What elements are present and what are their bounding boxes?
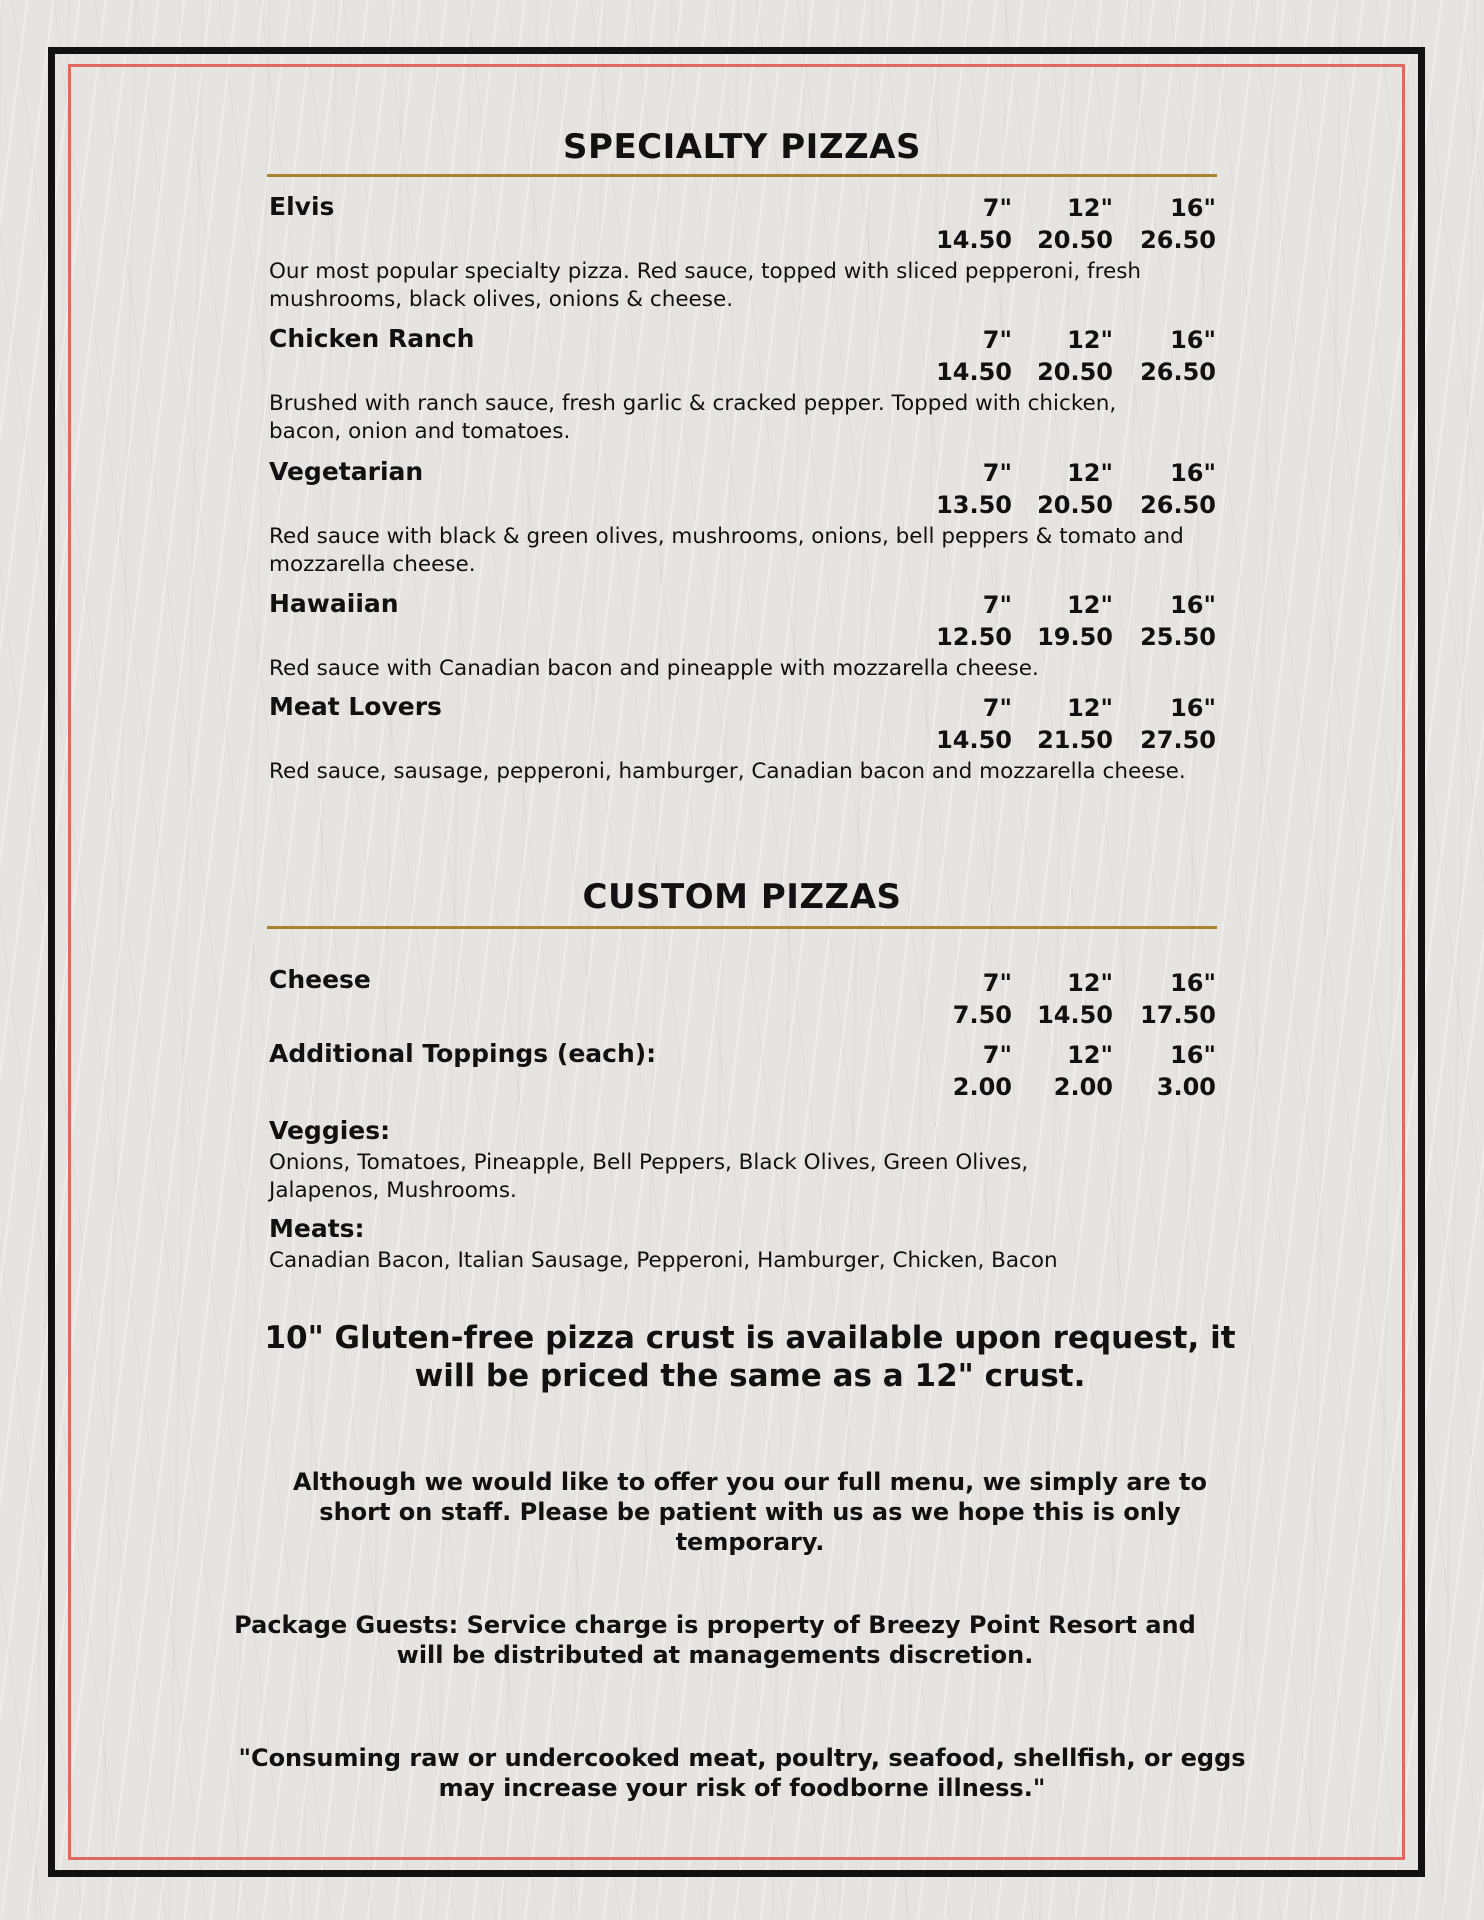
size-7: 7" bbox=[982, 459, 1012, 487]
price-12: 21.50 bbox=[1037, 726, 1113, 754]
size-16: 16" bbox=[1170, 459, 1216, 487]
custom-pizzas-heading: CUSTOM PIZZAS bbox=[582, 877, 902, 917]
item-name: Vegetarian bbox=[269, 457, 424, 486]
veggies-list: Onions, Tomatoes, Pineapple, Bell Peppers, Black Olives, Green Olives, Jalapenos, Mushrooms. bbox=[269, 1150, 1029, 1203]
price-16: 26.50 bbox=[1140, 226, 1216, 254]
size-12: 12" bbox=[1067, 1041, 1113, 1069]
size-16: 16" bbox=[1170, 591, 1216, 619]
price-7: 2.00 bbox=[952, 1073, 1012, 1101]
price-row bbox=[900, 1001, 1216, 1029]
item-name: Meat Lovers bbox=[269, 692, 442, 721]
size-16: 16" bbox=[1170, 194, 1216, 222]
package-guests-notice: Package Guests: Service charge is property of Breezy Point Resort and will be distributed at managements discretion. bbox=[234, 1611, 1196, 1669]
size-row bbox=[900, 969, 1216, 997]
price-row bbox=[900, 491, 1216, 519]
price-12: 2.00 bbox=[1053, 1073, 1113, 1101]
size-12: 12" bbox=[1067, 326, 1113, 354]
price-12: 20.50 bbox=[1037, 358, 1113, 386]
size-16: 16" bbox=[1170, 1041, 1216, 1069]
size-row bbox=[900, 194, 1216, 222]
price-row bbox=[900, 623, 1216, 651]
price-row bbox=[900, 726, 1216, 754]
price-7: 14.50 bbox=[936, 226, 1012, 254]
price-16: 27.50 bbox=[1140, 726, 1216, 754]
size-row bbox=[900, 694, 1216, 722]
size-7: 7" bbox=[982, 326, 1012, 354]
price-16: 26.50 bbox=[1140, 358, 1216, 386]
size-7: 7" bbox=[982, 694, 1012, 722]
size-16: 16" bbox=[1170, 326, 1216, 354]
item-description: Brushed with ranch sauce, fresh garlic & cracked pepper. Topped with chicken, bacon, onion and tomatoes. bbox=[269, 391, 1117, 444]
size-7: 7" bbox=[982, 969, 1012, 997]
size-16: 16" bbox=[1170, 969, 1216, 997]
item-description: Red sauce, sausage, pepperoni, hamburger, Canadian bacon and mozzarella cheese. bbox=[269, 759, 1186, 784]
price-12: 20.50 bbox=[1037, 226, 1113, 254]
price-16: 17.50 bbox=[1140, 1001, 1216, 1029]
specialty-pizzas-heading: SPECIALTY PIZZAS bbox=[563, 127, 921, 167]
item-description: Red sauce with Canadian bacon and pineapple with mozzarella cheese. bbox=[269, 656, 1039, 681]
price-7: 13.50 bbox=[936, 491, 1012, 519]
meats-heading: Meats: bbox=[269, 1214, 365, 1243]
size-7: 7" bbox=[982, 591, 1012, 619]
size-row bbox=[900, 459, 1216, 487]
size-row bbox=[900, 591, 1216, 619]
price-12: 19.50 bbox=[1037, 623, 1113, 651]
meats-list: Canadian Bacon, Italian Sausage, Pepperoni, Hamburger, Chicken, Bacon bbox=[269, 1248, 1058, 1273]
price-7: 7.50 bbox=[952, 1001, 1012, 1029]
size-12: 12" bbox=[1067, 194, 1113, 222]
item-name: Cheese bbox=[269, 965, 371, 994]
size-7: 7" bbox=[982, 194, 1012, 222]
price-12: 14.50 bbox=[1037, 1001, 1113, 1029]
size-12: 12" bbox=[1067, 969, 1113, 997]
size-row bbox=[900, 1041, 1216, 1069]
item-description: Our most popular specialty pizza. Red sauce, topped with sliced pepperoni, fresh mushrooms, black olives, onions & cheese. bbox=[269, 259, 1142, 312]
item-name: Additional Toppings (each): bbox=[269, 1039, 657, 1068]
price-row bbox=[900, 1073, 1216, 1101]
price-16: 26.50 bbox=[1140, 491, 1216, 519]
price-12: 20.50 bbox=[1037, 491, 1113, 519]
price-16: 3.00 bbox=[1156, 1073, 1216, 1101]
size-12: 12" bbox=[1067, 694, 1113, 722]
gluten-free-note: 10" Gluten-free pizza crust is available upon request, it will be priced the same as a 12" crust. bbox=[264, 1320, 1236, 1394]
size-12: 12" bbox=[1067, 591, 1113, 619]
item-name: Hawaiian bbox=[269, 589, 399, 618]
item-description: Red sauce with black & green olives, mushrooms, onions, bell peppers & tomato and mozzarella cheese. bbox=[269, 524, 1184, 577]
size-16: 16" bbox=[1170, 694, 1216, 722]
item-name: Elvis bbox=[269, 192, 335, 221]
price-7: 14.50 bbox=[936, 358, 1012, 386]
price-16: 25.50 bbox=[1140, 623, 1216, 651]
consumer-advisory: "Consuming raw or undercooked meat, poultry, seafood, shellfish, or eggs may increase your risk of foodborne illness." bbox=[238, 1744, 1246, 1802]
custom-divider bbox=[267, 926, 1217, 929]
staff-notice: Although we would like to offer you our full menu, we simply are to short on staff. Please be patient with us as we hope this is only temporary. bbox=[293, 1468, 1207, 1556]
size-12: 12" bbox=[1067, 459, 1113, 487]
price-row bbox=[900, 226, 1216, 254]
size-row bbox=[900, 326, 1216, 354]
item-name: Chicken Ranch bbox=[269, 324, 475, 353]
veggies-heading: Veggies: bbox=[269, 1116, 391, 1145]
size-7: 7" bbox=[982, 1041, 1012, 1069]
price-7: 12.50 bbox=[936, 623, 1012, 651]
price-7: 14.50 bbox=[936, 726, 1012, 754]
specialty-divider bbox=[267, 174, 1217, 177]
price-row bbox=[900, 358, 1216, 386]
